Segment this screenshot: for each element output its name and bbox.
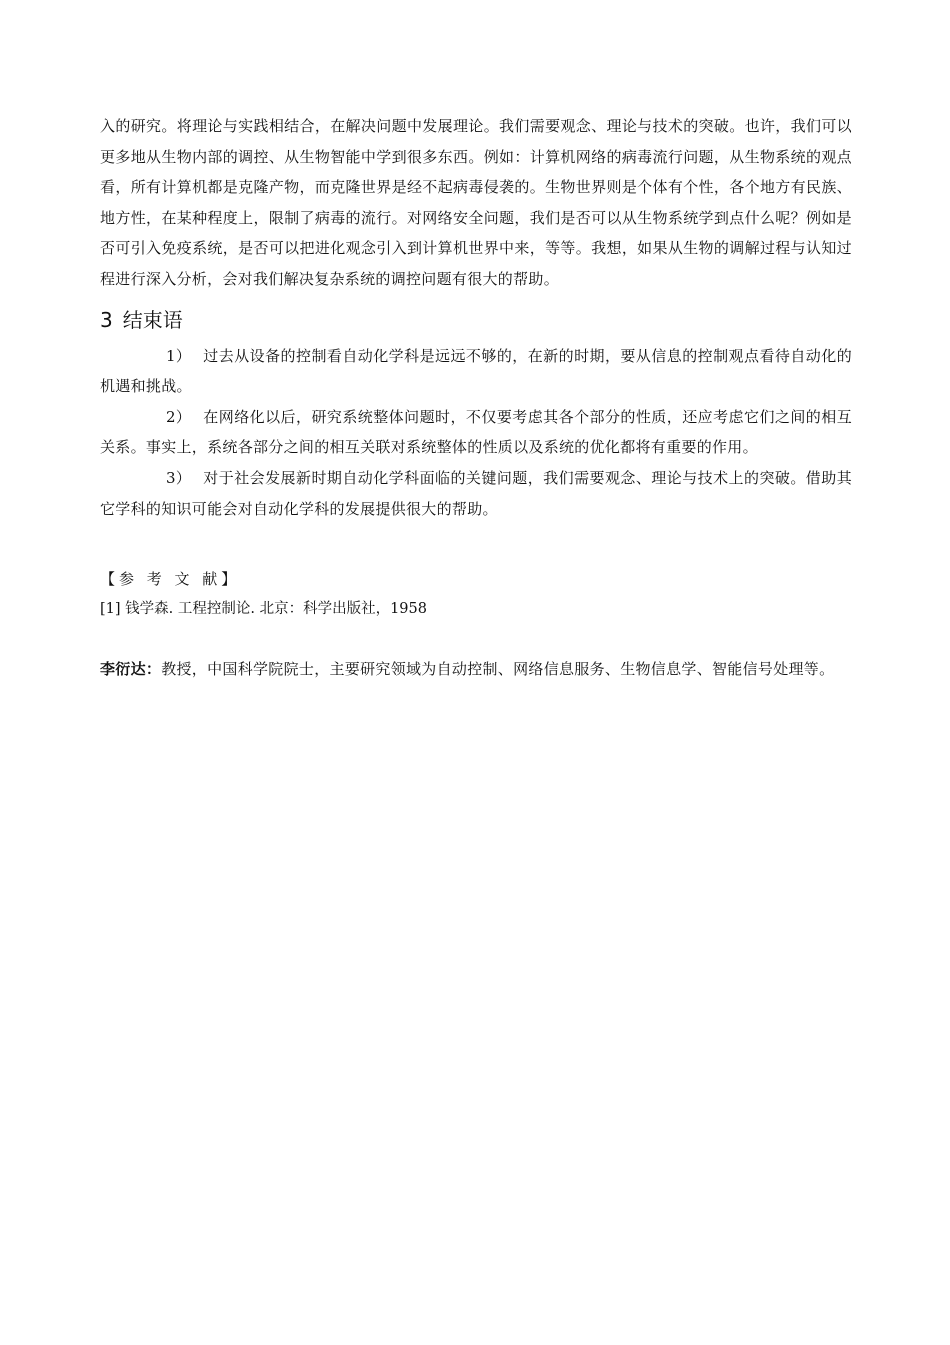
list-marker: 2） — [166, 407, 192, 426]
conclusion-item-2 — [100, 402, 852, 463]
list-marker: 3） — [166, 468, 192, 487]
author-bio-text: 教授，中国科学院院士，主要研究领域为自动控制、网络信息服务、生物信息学、智能信号处理等。 — [161, 660, 835, 679]
list-marker: 1） — [166, 346, 192, 365]
author-name: 李衍达： — [100, 660, 162, 679]
author-bio — [100, 654, 852, 685]
section-heading — [100, 305, 852, 335]
conclusion-list — [100, 341, 852, 525]
section-number: 3 — [100, 307, 113, 332]
conclusion-item-1 — [100, 341, 852, 402]
paper-page — [100, 111, 852, 685]
section-title: 结束语 — [122, 307, 183, 332]
references-heading: 【参 考 文 献】 — [100, 570, 241, 589]
conclusion-text: 在网络化以后，研究系统整体问题时，不仅要考虑其各个部分的性质，还应考虑它们之间的相互关系。事实上，系统各部分之间的相互关联对系统整体的性质以及系统的优化都将有重要的作用。 — [100, 407, 852, 457]
reference-entry: [1] 钱学森. 工程控制论. 北京：科学出版社，1958 — [100, 601, 427, 618]
conclusion-item-3 — [100, 463, 852, 524]
conclusion-text: 过去从设备的控制看自动化学科是远远不够的，在新的时期，要从信息的控制观点看待自动化的机遇和挑战。 — [100, 346, 852, 396]
body-paragraph: 入的研究。将理论与实践相结合，在解决问题中发展理论。我们需要观念、理论与技术的突破。也许，我们可以更多地从生物内部的调控、从生物智能中学到很多东西。例如：计算机网络的病毒流行问题，从生物系统的观点看，所有计算机都是克隆产物，而克隆世界是经不起病毒侵袭的。生物世界则是个体有个性，各个地方有民族、地方性，在某种程度上，限制了病毒的流行。对网络安全问题，我们是否可以从生物系统学到点什么呢？例如是否可引入免疫系统，是否可以把进化观念引入到计算机世界中来，等等。我想，如果从生物的调解过程与认知过程进行深入分析，会对我们解决复杂系统的调控问题有很大的帮助。 — [100, 117, 852, 288]
conclusion-text: 对于社会发展新时期自动化学科面临的关键问题，我们需要观念、理论与技术上的突破。借助其它学科的知识可能会对自动化学科的发展提供很大的帮助。 — [100, 468, 852, 518]
